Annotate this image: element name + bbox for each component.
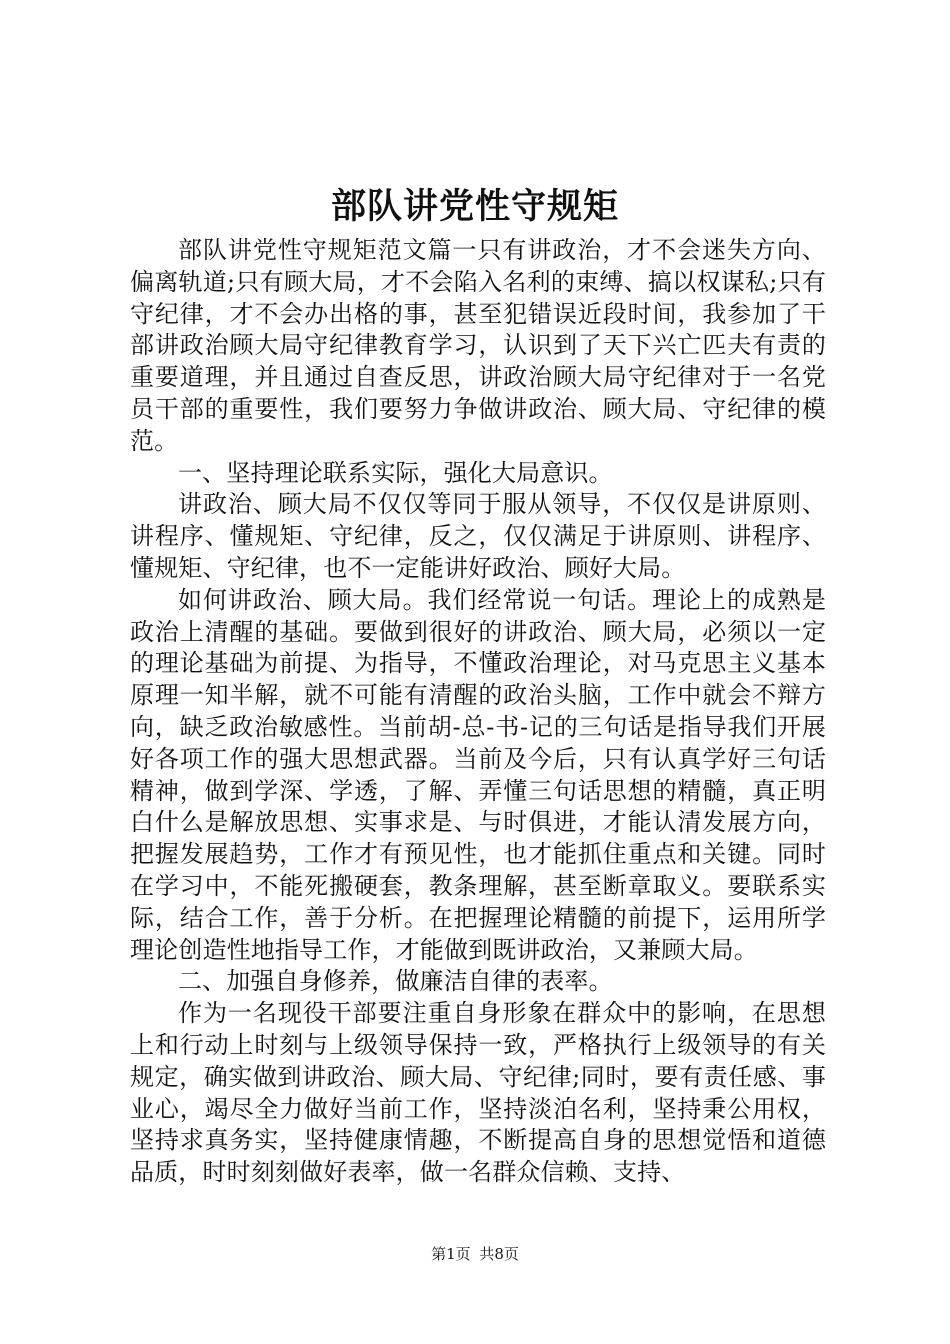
document-body (130, 235, 826, 1189)
paragraph-heading-1: 一、坚持理论联系实际，强化大局意识。 (178, 458, 613, 487)
paragraph-body-2: 如何讲政治、顾大局。我们经常说一句话。理论上的成熟是政治上清醒的基础。要做到很好的讲政治、顾大局，必须以一定的理论基础为前提、为指导，不懂政治理论，对马克思主义基本原理一知半解，就不可能有清醒的政治头脑，工作中就会不辩方向，缺乏政治敏感性。当前胡-总-书-记的三句话是指导我们开展好各项工作的强大思想武器。当前及今后，只有认真学好三句话精神，做到学深、学透，了解、弄懂三句话思想的精髓，真正明白什么是解放思想、实事求是、与时俱进，才能认清发展方向，把握发展趋势，工作才有预见性，也才能抓住重点和关键。同时在学习中，不能死搬硬套，教条理解，甚至断章取义。要联系实际，结合工作，善于分析。在把握理论精髓的前提下，运用所学理论创造性地指导工作，才能做到既讲政治，又兼顾大局。 (130, 585, 826, 964)
paragraph-heading-2: 二、加强自身修养，做廉洁自律的表率。 (178, 967, 613, 996)
paragraph-body-3: 作为一名现役干部要注重自身形象在群众中的影响，在思想上和行动上时刻与上级领导保持一致，严格执行上级领导的有关规定，确实做到讲政治、顾大局、守纪律;同时，要有责任感、事业心，竭尽全力做好当前工作，坚持淡泊名利，坚持秉公用权，坚持求真务实，坚持健康情趣，不断提高自身的思想觉悟和道德品质，时时刻刻做好表率，做一名群众信赖、支持、 (130, 999, 826, 1187)
paragraph-intro: 部队讲党性守规矩范文篇一只有讲政治，才不会迷失方向、偏离轨道;只有顾大局，才不会陷入名利的束缚、搞以权谋私;只有守纪律，才不会办出格的事，甚至犯错误近段时间，我参加了干部讲政治顾大局守纪律教育学习，认识到了天下兴亡匹夫有责的重要道理，并且通过自查反思，讲政治顾大局守纪律对于一名党员干部的重要性，我们要努力争做讲政治、顾大局、守纪律的模范。 (130, 236, 826, 455)
document-title: 部队讲党性守规矩 (330, 186, 619, 227)
page-total: 共8页 (479, 1245, 519, 1263)
page-footer (0, 1244, 950, 1264)
paragraph-body-1: 讲政治、顾大局不仅仅等同于服从领导，不仅仅是讲原则、讲程序、懂规矩、守纪律，反之，仅仅满足于讲原则、讲程序、懂规矩、守纪律，也不一定能讲好政治、顾好大局。 (130, 490, 826, 582)
page-number: 第1页 (431, 1245, 471, 1263)
